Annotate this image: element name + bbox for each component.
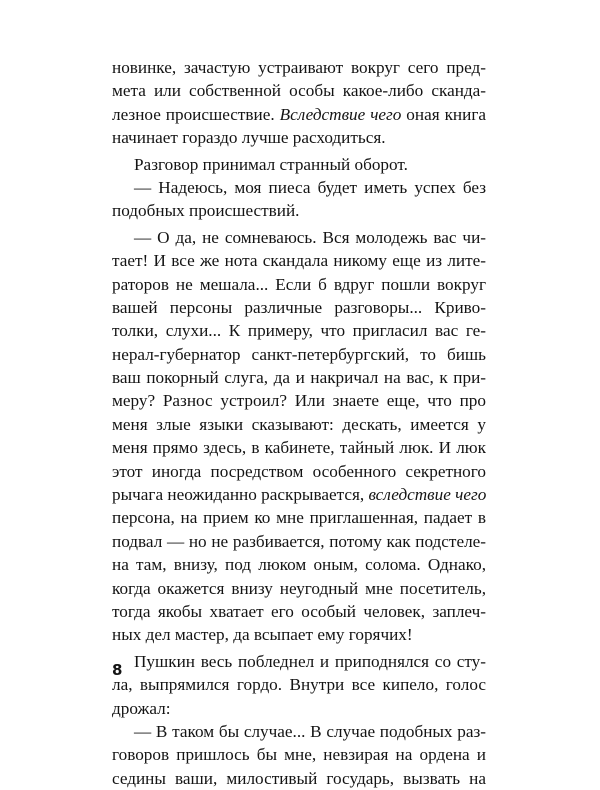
text-line (112, 483, 486, 506)
text-line (112, 767, 486, 790)
text-segment: рычага неожиданно раскрывается, (112, 485, 369, 505)
text-segment: меру? Разнос устроил? Или знаете еще, что про (112, 391, 486, 411)
text-segment: Пушкин весь побледнел и приподнялся со сту- (134, 651, 486, 671)
text-line (112, 743, 486, 766)
text-line (112, 296, 486, 319)
text-segment: начинает гораздо лучше расходиться. (112, 128, 386, 148)
text-segment: вашей персоны различные разговоры... Криво- (112, 297, 486, 317)
text-segment: — В таком бы случае... В случае подобных раз- (134, 721, 486, 741)
text-line (112, 530, 486, 553)
text-segment: дрожал: (112, 698, 171, 718)
text-line (112, 389, 486, 412)
text-line (112, 553, 486, 576)
text-line (112, 176, 486, 199)
text-segment: этот иногда посредством особенного секретного (112, 461, 486, 481)
text-segment: лезное происшествие. (112, 104, 280, 124)
text-segment: подвал — но не разбивается, потому как подстеле- (112, 531, 486, 551)
text-line (112, 413, 486, 436)
text-segment: толки, слухи... К примеру, что пригласил вас ге- (112, 321, 486, 341)
text-line (112, 343, 486, 366)
text-line (112, 436, 486, 459)
text-segment: — О да, не сомневаюсь. Вся молодежь вас чи- (134, 227, 486, 247)
text-line (112, 650, 486, 673)
text-segment: ваш покорный слуга, да и накричал на вас, к при- (112, 368, 486, 388)
text-line (112, 199, 486, 222)
text-line (112, 623, 486, 646)
text-segment: нерал-губернатор санкт-петербургский, то бишь (112, 344, 486, 364)
text-segment: говоров пришлось бы мне, невзирая на ордена и (112, 745, 486, 765)
text-segment: ных дел мастер, да всыпает ему горячих! (112, 625, 413, 645)
page-body (112, 56, 486, 790)
italic-text: вследствие чего (368, 485, 487, 505)
text-line (112, 720, 486, 743)
text-line (112, 697, 486, 720)
text-line (112, 56, 486, 79)
text-segment: седины ваши, милостивый государь, вызвать на (112, 768, 486, 788)
text-segment: новинке, зачастую устраивают вокруг сего пред- (112, 58, 486, 77)
text-line (112, 226, 486, 249)
page-number: 8 (112, 661, 123, 679)
italic-text: Вследствие чего (279, 104, 402, 124)
text-line (112, 460, 486, 483)
text-line (112, 153, 486, 176)
text-segment: оная книга (401, 104, 486, 124)
text-line (112, 126, 486, 149)
text-line (112, 673, 486, 696)
text-segment: подобных происшествий. (112, 201, 300, 221)
text-line (112, 319, 486, 342)
text-segment: — Надеюсь, моя пиеса будет иметь успех без (134, 177, 486, 197)
text-segment: меня прямо здесь, в кабинете, тайный люк. И люк (112, 438, 486, 458)
text-segment: Разговор принимал странный оборот. (134, 154, 408, 174)
text-segment: раторов не мешала... Если б вдруг пошли вокруг (112, 274, 486, 294)
text-line (112, 577, 486, 600)
text-line (112, 600, 486, 623)
text-line (112, 273, 486, 296)
text-segment: на там, внизу, под люком оным, солома. Однако, (112, 555, 486, 575)
text-line (112, 79, 486, 102)
text-line (112, 249, 486, 272)
text-segment: тает! И все же нота скандала никому еще из лите- (112, 251, 486, 271)
text-segment: персона, на прием ко мне приглашенная, падает в (112, 508, 486, 528)
text-line (112, 366, 486, 389)
text-segment: меня злые языки сказывают: дескать, имеется у (112, 414, 486, 434)
text-segment: мета или собственной особы какое-либо сканда- (112, 81, 486, 101)
text-segment: ла, выпрямился гордо. Внутри все кипело, голос (112, 675, 486, 695)
text-segment: когда окажется внизу неугодный мне посетитель, (112, 578, 486, 598)
text-line (112, 103, 486, 126)
text-line (112, 506, 486, 529)
text-segment: тогда якобы хватает его особый человек, заплеч- (112, 601, 486, 621)
